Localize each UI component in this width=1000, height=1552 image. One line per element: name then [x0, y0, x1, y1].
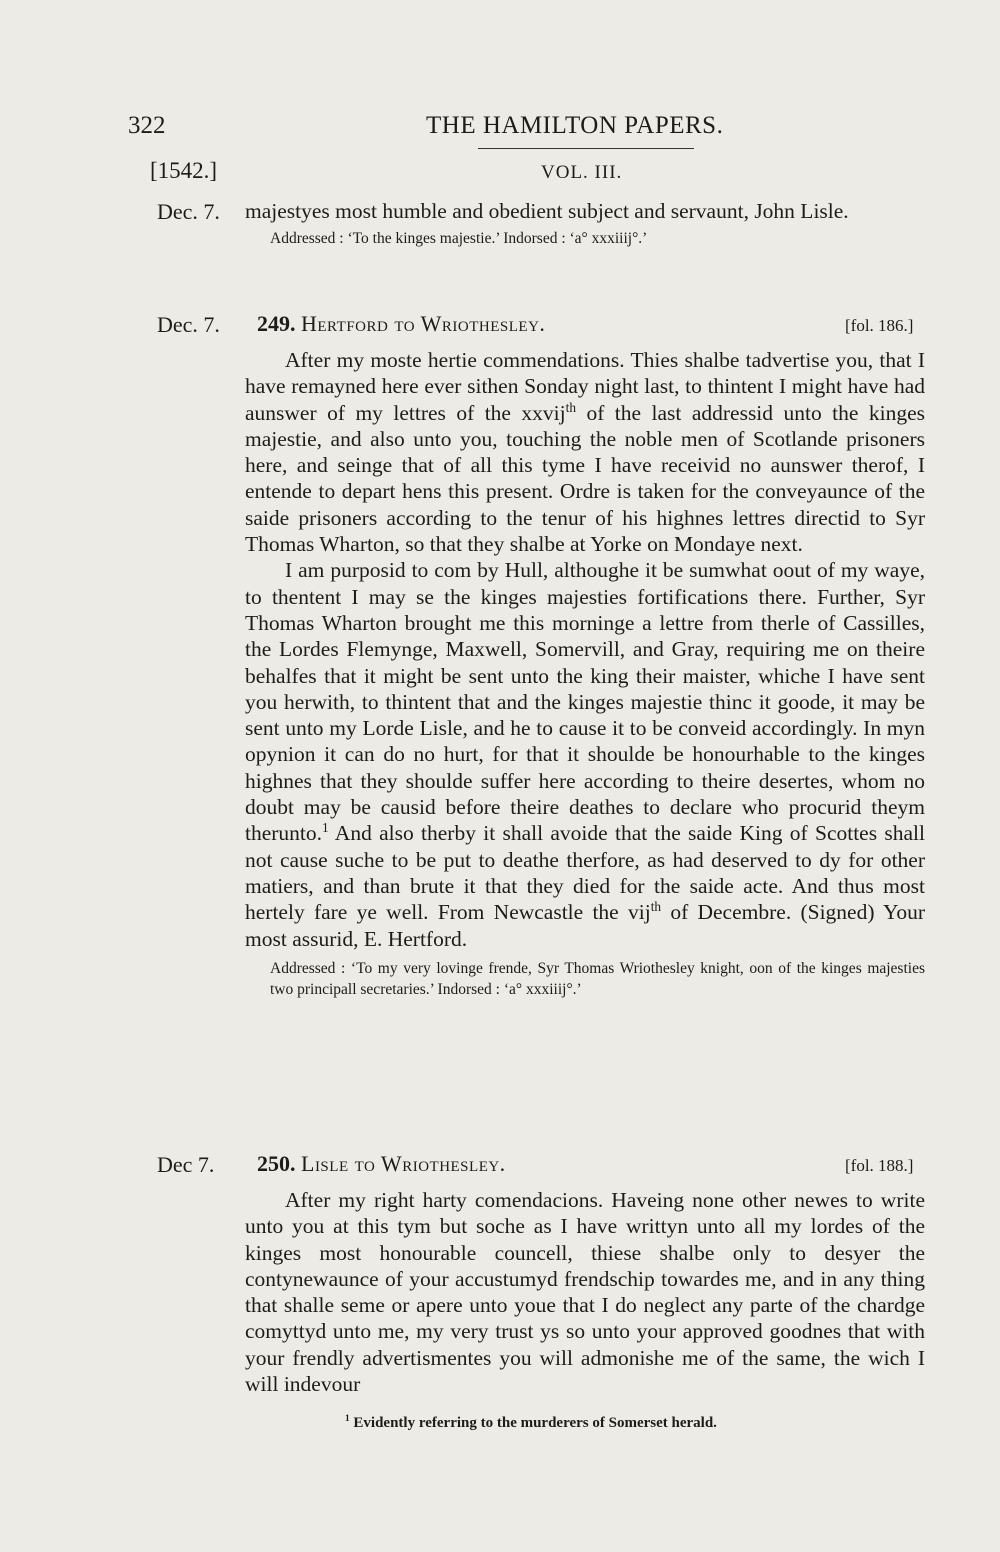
- letter-250-folio: [fol. 188.]: [845, 1156, 914, 1175]
- letter-249-heading: [257, 311, 545, 337]
- header-rule: [478, 148, 694, 149]
- letter-249-paragraph-2: I am purposid to com by Hull, althoughe it be sumwhat oout of my waye, to thentent I may se the kinges majesties fortifications there. Further, Syr Thomas Wharton brought me this morninge a lettre from therle of Cassilles, the Lordes Flemynge, Maxwell, Somervill, and Gray, requiring me on theire behalfes that it might be sent unto the king their maister, whiche I have sent you herwith, to thintent that and the kinges majestie thinc it goode, it may be sent unto my Lorde Lisle, and he to cause it to be conveid accordingly. In myn opynion it can do no hurt, for that it shoulde be honourhable to the kinges highnes that they shoulde suffer here according to theire desertes, whom no doubt may be causid before theire deathes to declare who procurid theym therunto.$^1$ And also therby it shall avoide that the saide King of Scottes shall not cause suche to be put to deathe therfore, as had deserved to dy for other matiers, and than brute it that they died for the saide acte. And thus most hertely fare ye well. From Newcastle the vij$^{th}$ of Decembre. (Signed) Your most assurid, E. Hertford.: [245, 558, 925, 951]
- letter-249-title: Hertford to Wriothesley.: [301, 311, 546, 336]
- letter-250-number: 250.: [257, 1151, 296, 1176]
- footnote-text: Evidently referring to the murderers of Somerset herald.: [353, 1415, 717, 1431]
- letter-250-paragraph-1: After my right harty comendacions. Haveing none other newes to write unto you at this tym but soche as I have writtyn unto all my lordes of the kinges most honourable councell, thiese shalbe only to desyer the contynewaunce of your accustumyd frendschip towardes me, and in any thing that shalle seme or apere unto youe that I do neglect any parte of the chardge comyttyd unto me, my very trust ys so unto your approved goodnes that with your frendly advertismentes you will admonishe me of the same, the wich I will indevour: [245, 1188, 925, 1397]
- page-number: 322: [128, 112, 166, 139]
- margin-date-249: Dec. 7.: [157, 312, 220, 337]
- letter-250-title: Lisle to Wriothesley.: [301, 1151, 506, 1176]
- margin-date-250: Dec 7.: [157, 1152, 215, 1177]
- footnote: [345, 1415, 717, 1432]
- volume-label: VOL. III.: [541, 162, 623, 183]
- prev-entry-text: majestyes most humble and obedient subject and servaunt, John Lisle.: [245, 199, 849, 223]
- prev-entry-closing: [245, 198, 925, 249]
- running-title: THE HAMILTON PAPERS.: [426, 112, 724, 139]
- footnote-ref: 1: [322, 820, 329, 836]
- letter-249-address: Addressed : ‘To my very lovinge frende, Syr Thomas Wriothesley knight, oon of the kinges majesties two principall secretaries.’ Indorsed : ‘a° xxxiiij°.’: [270, 959, 925, 998]
- letter-249-number: 249.: [257, 311, 296, 336]
- prev-entry-address: Addressed : ‘To the kinges majestie.’ Indorsed : ‘a° xxxiiij°.’: [270, 230, 648, 248]
- letter-249-paragraph-1: After my moste hertie commendations. Thies shalbe tadvertise you, that I have remayned here ever sithen Sonday night last, to thintent I might have had aunswer of my lettres of the xxvij$^{th}$ of the last addressid unto the kinges majestie, and also unto you, touching the noble men of Scotlande prisoners here, and seinge that of all this tyme I have receivid no aunswer therof, I entende to depart hens this present. Ordre is taken for the conveyaunce of the saide prisoners according to the tenur of his highnes lettres directid to Syr Thomas Wharton, so that they shalbe at Yorke on Mondaye next.: [245, 348, 925, 557]
- letter-250-heading: [257, 1151, 506, 1177]
- letter-249-body: [245, 347, 925, 1000]
- footnote-mark: 1: [345, 1414, 350, 1424]
- year-marker: [1542.]: [150, 158, 218, 183]
- letter-249-folio: [fol. 186.]: [845, 316, 914, 335]
- letter-250-body: [245, 1187, 925, 1397]
- margin-date-prev: Dec. 7.: [157, 199, 220, 224]
